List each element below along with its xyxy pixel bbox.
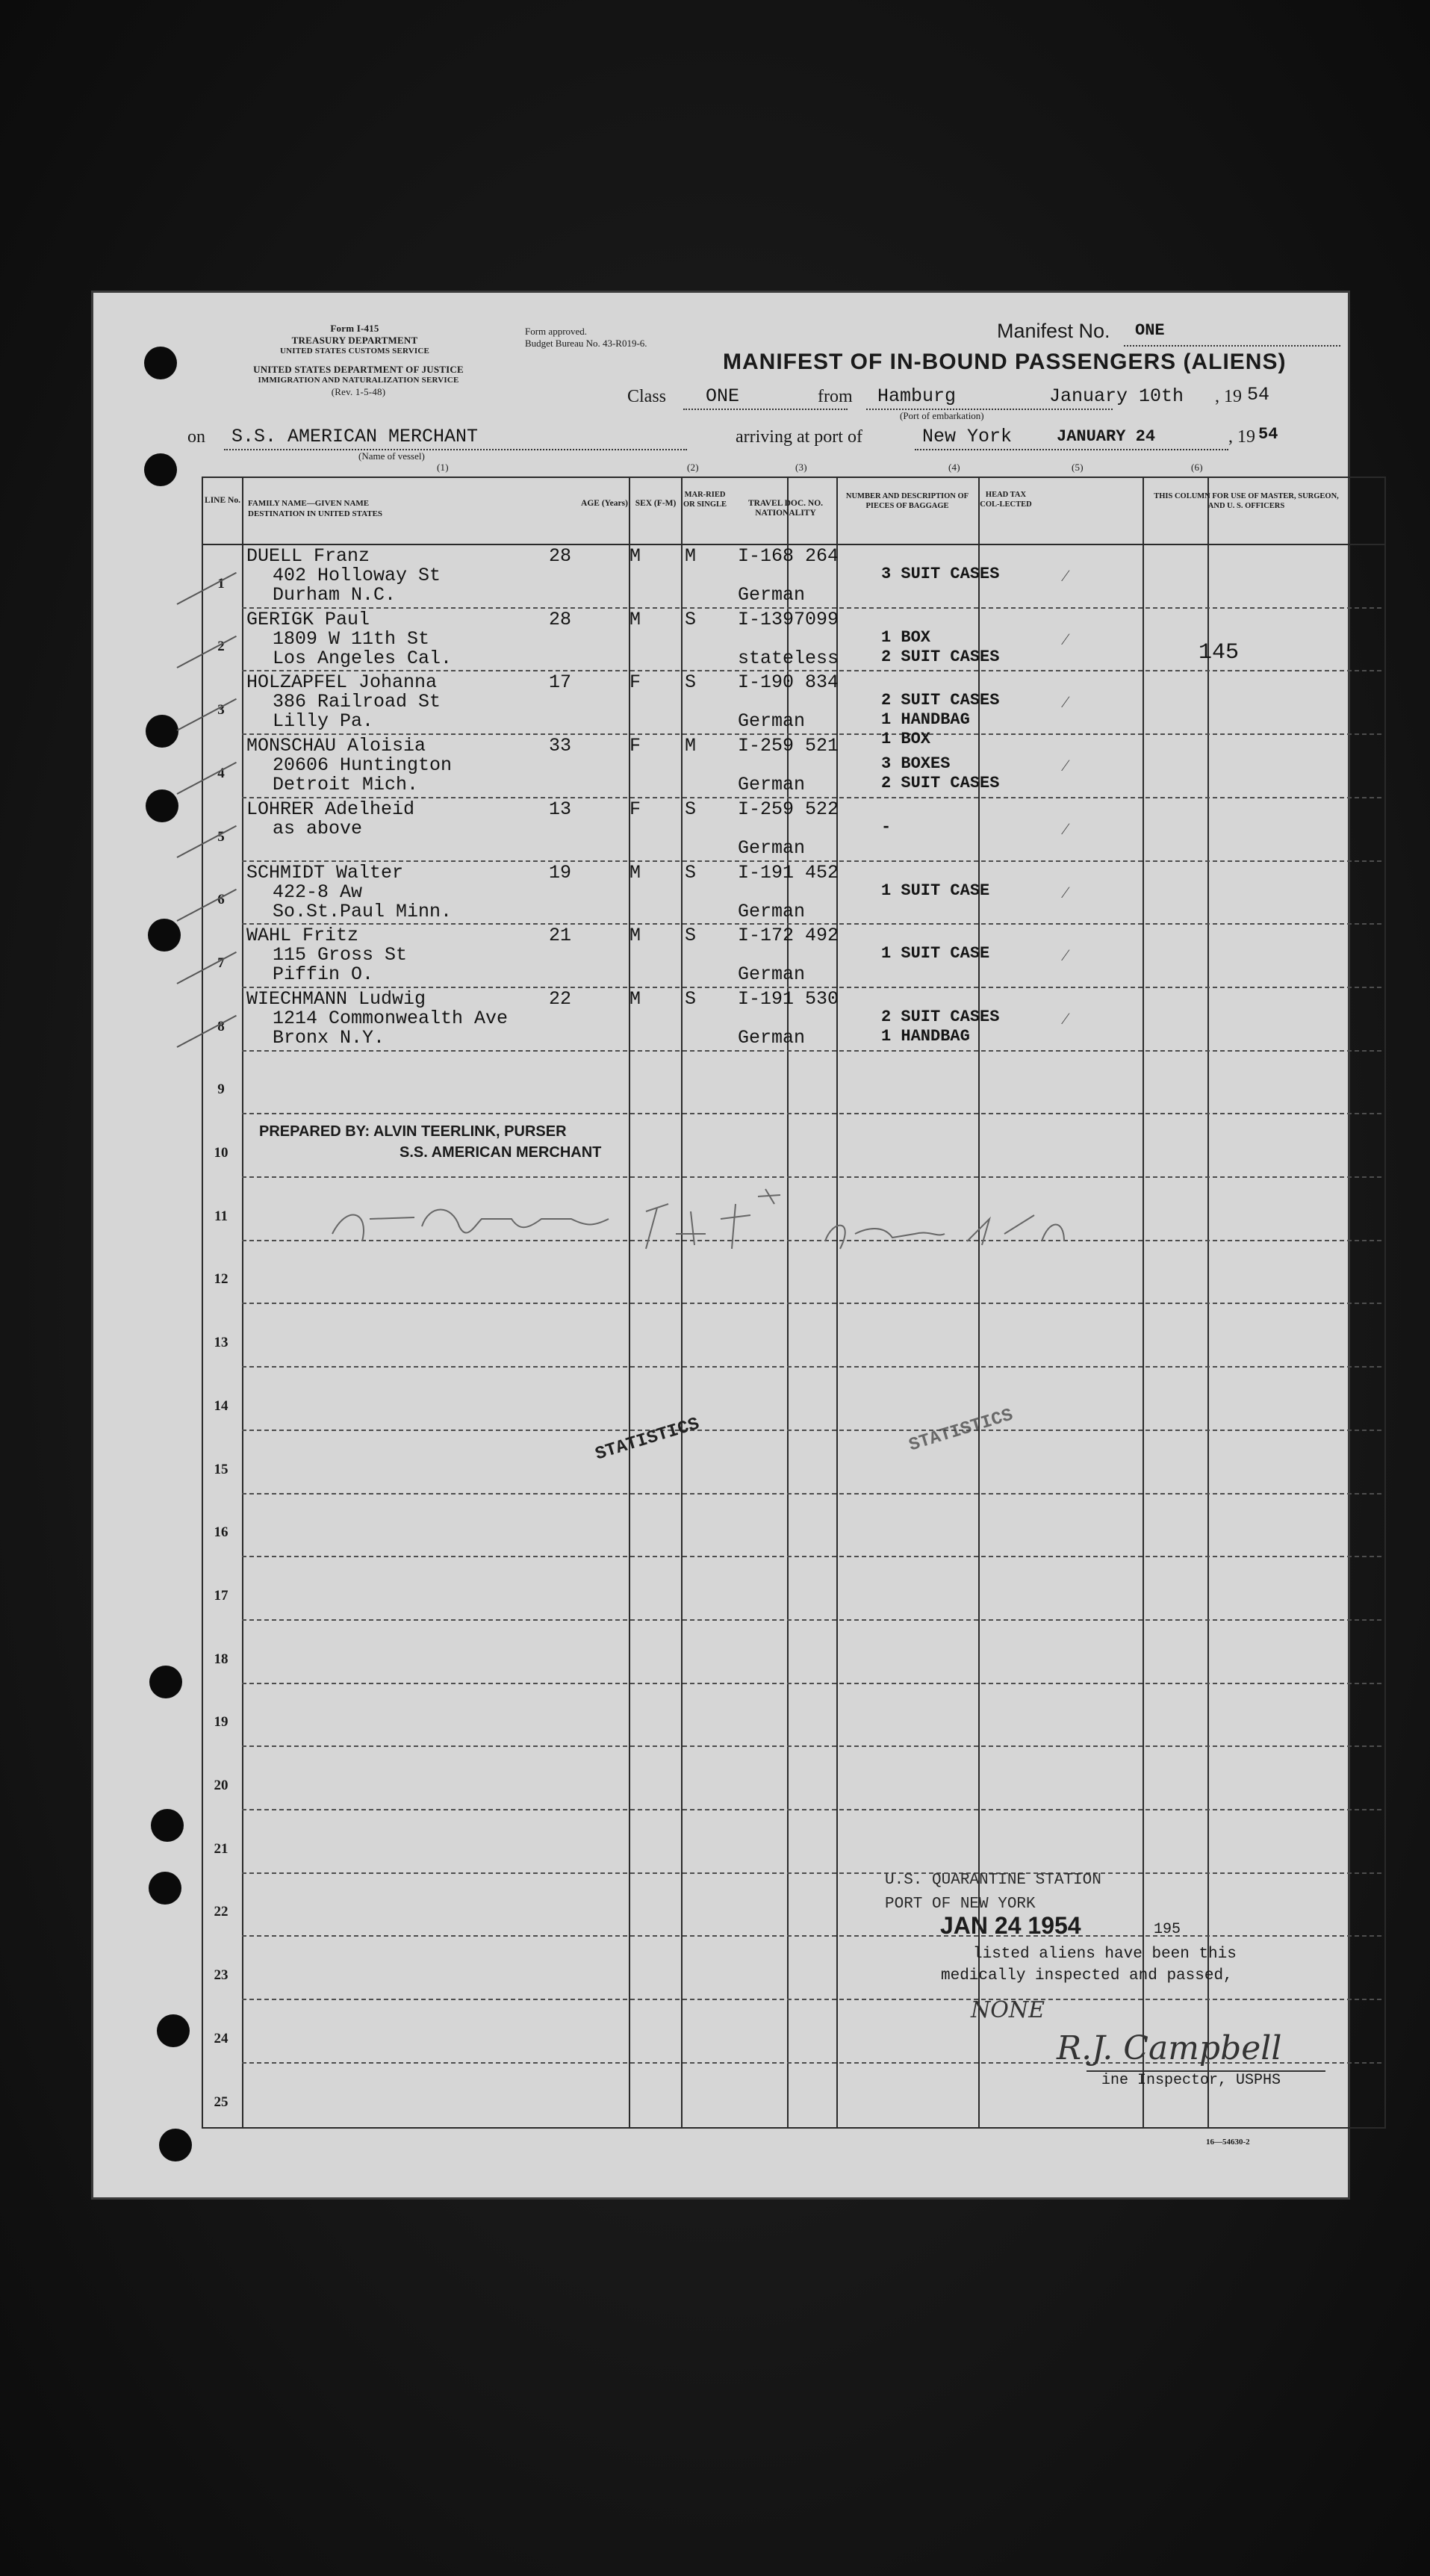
passenger-travel-doc: I-1397099 xyxy=(738,608,839,630)
passenger-baggage: 1 SUIT CASE xyxy=(881,944,990,963)
passenger-travel-doc: I-172 492 xyxy=(738,925,839,947)
passenger-marital-status: S xyxy=(685,608,697,630)
quarantine-year: 195 xyxy=(1154,1921,1181,1938)
row-rule xyxy=(242,1050,1381,1052)
passenger-baggage: 3 BOXES xyxy=(881,754,951,774)
line-number: 23 xyxy=(214,1967,229,1984)
passenger-address: 115 Gross St xyxy=(273,944,408,966)
passenger-age: 28 xyxy=(549,545,572,567)
quarantine-line-6: ine Inspector, USPHS xyxy=(1101,2072,1281,2089)
passenger-nationality: German xyxy=(738,584,806,606)
year-2: 54 xyxy=(1258,425,1278,444)
customs-service: UNITED STATES CUSTOMS SERVICE xyxy=(279,347,430,356)
passenger-marital-status: S xyxy=(685,987,697,1010)
quarantine-stamp xyxy=(885,1869,1101,1917)
manifest-page xyxy=(93,293,1348,2197)
passenger-baggage: 1 HANDBAG xyxy=(881,710,970,730)
passenger-name: MONSCHAU Aloisia xyxy=(246,735,426,757)
passenger-nationality: German xyxy=(738,900,806,922)
quarantine-line-3: listed aliens have been this xyxy=(973,1946,1237,1963)
binder-hole xyxy=(149,1666,182,1698)
passenger-sex: F xyxy=(629,671,641,694)
line-number: 21 xyxy=(214,1840,229,1857)
passenger-age: 21 xyxy=(549,925,572,947)
passenger-travel-doc: I-259 521 xyxy=(738,735,839,757)
col-header-age: AGE (Years) xyxy=(581,499,628,508)
passenger-nationality: German xyxy=(738,837,806,859)
passenger-address: 20606 Huntington xyxy=(273,754,453,777)
passenger-city: Piffin O. xyxy=(273,963,374,986)
row-rule xyxy=(242,1619,1381,1621)
passenger-marital-status: S xyxy=(685,671,697,694)
col-header-baggage: NUMBER AND DESCRIPTION OF PIECES OF BAGGAGE xyxy=(845,492,969,510)
passenger-name: DUELL Franz xyxy=(246,545,370,567)
passenger-age: 19 xyxy=(549,861,572,884)
passenger-marital-status: M xyxy=(685,735,697,757)
col-number-5: (5) xyxy=(1072,462,1084,473)
rev-date: (Rev. 1-5-48) xyxy=(331,386,386,397)
manifest-no-label: Manifest No. xyxy=(997,320,1110,342)
line-number: 17 xyxy=(214,1587,229,1604)
arriving-label: arriving at port of xyxy=(736,427,862,447)
line-number: 4 xyxy=(217,765,225,781)
head-tax-check-icon: ∕ xyxy=(1064,629,1067,648)
passenger-baggage: 2 SUIT CASES xyxy=(881,1007,1000,1026)
head-tax-check-icon: ∕ xyxy=(1064,882,1067,901)
col-number-4: (4) xyxy=(948,462,960,473)
binder-hole xyxy=(144,453,177,486)
passenger-age: 17 xyxy=(549,671,572,694)
line-number: 1 xyxy=(217,575,225,592)
ins-name: IMMIGRATION AND NATURALIZATION SERVICE xyxy=(258,376,459,385)
line-number: 16 xyxy=(214,1524,229,1541)
passenger-address: 422-8 Aw xyxy=(273,881,363,903)
col-header-officers: THIS COLUMN FOR USE OF MASTER, SURGEON, AND U. S. OFFICERS xyxy=(1154,492,1339,510)
arrival-date: JANUARY 24 xyxy=(1057,427,1156,446)
passenger-address: 386 Railroad St xyxy=(273,691,441,713)
head-tax-check-icon: ∕ xyxy=(1064,1008,1067,1028)
binder-hole xyxy=(144,347,177,379)
vessel-name-label: (Name of vessel) xyxy=(358,450,425,462)
class-underline xyxy=(683,409,848,410)
passenger-name: LOHRER Adelheid xyxy=(246,798,415,820)
passenger-marital-status: M xyxy=(685,545,697,567)
line-number: 19 xyxy=(214,1714,229,1731)
prepared-by-line2: S.S. AMERICAN MERCHANT xyxy=(400,1144,602,1161)
passenger-baggage: 2 SUIT CASES xyxy=(881,647,1000,666)
line-number: 14 xyxy=(214,1397,229,1414)
passenger-nationality: German xyxy=(738,1026,806,1049)
row-rule xyxy=(242,1872,1381,1874)
passenger-city: Durham N.C. xyxy=(273,584,397,606)
row-rule xyxy=(242,1683,1381,1684)
binder-hole xyxy=(149,1872,181,1905)
head-tax-check-icon: ∕ xyxy=(1064,692,1067,712)
row-rule xyxy=(242,1303,1381,1304)
statistics-stamp: STATISTICS xyxy=(593,1414,702,1465)
passenger-baggage: 2 SUIT CASES xyxy=(881,774,1000,793)
passenger-sex: F xyxy=(629,798,641,820)
binder-hole xyxy=(157,2014,190,2047)
passenger-name: WIECHMANN Ludwig xyxy=(246,987,426,1010)
row-rule xyxy=(242,1430,1381,1431)
line-number: 9 xyxy=(217,1081,225,1098)
prepared-by-line1: PREPARED BY: ALVIN TEERLINK, PURSER xyxy=(259,1123,567,1140)
passenger-age: 33 xyxy=(549,735,572,757)
passenger-address: 1809 W 11th St xyxy=(273,627,430,650)
form-number: Form I-415 xyxy=(330,323,379,334)
year-prefix-1: , 19 xyxy=(1215,387,1242,406)
col-header-travel-doc: TRAVEL DOC. NO. NATIONALITY xyxy=(747,499,824,518)
quarantine-date: JAN 24 1954 xyxy=(940,1912,1081,1939)
row-rule xyxy=(242,1935,1381,1937)
passenger-name: WAHL Fritz xyxy=(246,925,359,947)
passenger-nationality: German xyxy=(738,710,806,733)
officer-note: 145 xyxy=(1199,639,1240,665)
passenger-marital-status: S xyxy=(685,925,697,947)
class-label: Class xyxy=(627,387,667,406)
class-value: ONE xyxy=(706,385,740,407)
passenger-sex: M xyxy=(629,545,641,567)
line-number: 11 xyxy=(214,1208,228,1224)
col-number-6: (6) xyxy=(1191,462,1203,473)
line-number: 7 xyxy=(217,955,225,971)
passenger-name: HOLZAPFEL Johanna xyxy=(246,671,438,694)
col-number-3: (3) xyxy=(795,462,807,473)
passenger-baggage: 1 BOX xyxy=(881,627,931,647)
passenger-age: 22 xyxy=(549,987,572,1010)
line-number: 6 xyxy=(217,892,225,908)
line-number: 20 xyxy=(214,1778,229,1793)
head-tax-check-icon: ∕ xyxy=(1064,566,1067,585)
quarantine-none: NONE xyxy=(971,1997,1045,2023)
manifest-no-value: ONE xyxy=(1135,321,1165,340)
vessel-underline xyxy=(224,449,687,450)
col-header-head-tax: HEAD TAX COL-LECTED xyxy=(980,491,1032,509)
from-label: from xyxy=(818,387,853,406)
passenger-sex: M xyxy=(629,925,641,947)
line-number: 12 xyxy=(214,1271,229,1288)
footer-code: 16—54630-2 xyxy=(1206,2138,1250,2147)
budget-bureau: Budget Bureau No. 43-R019-6. xyxy=(525,338,647,349)
vessel-name: S.S. AMERICAN MERCHANT xyxy=(231,426,479,447)
head-tax-check-icon: ∕ xyxy=(1064,756,1067,775)
passenger-city: Los Angeles Cal. xyxy=(273,647,453,669)
line-number: 22 xyxy=(214,1904,229,1920)
passenger-nationality: stateless xyxy=(738,647,839,669)
row-rule xyxy=(242,1366,1381,1368)
passenger-baggage: 3 SUIT CASES xyxy=(881,565,1000,583)
passenger-address: 402 Holloway St xyxy=(273,565,441,586)
col-header-family-name: FAMILY NAME—GIVEN NAME xyxy=(248,499,370,508)
passenger-name: GERIGK Paul xyxy=(246,608,370,630)
passenger-sex: F xyxy=(629,735,641,757)
passenger-travel-doc: I-259 522 xyxy=(738,798,839,820)
passenger-sex: M xyxy=(629,861,641,884)
line-number: 18 xyxy=(214,1651,229,1667)
line-number: 5 xyxy=(217,828,225,845)
quarantine-line-2: PORT OF NEW YORK xyxy=(885,1896,1036,1913)
passenger-baggage: 2 SUIT CASES xyxy=(881,691,1000,710)
passenger-address: as above xyxy=(273,817,363,839)
passenger-sex: M xyxy=(629,987,641,1010)
page-title: MANIFEST OF IN-BOUND PASSENGERS (ALIENS) xyxy=(723,350,1287,374)
passenger-name: SCHMIDT Walter xyxy=(246,861,404,884)
passenger-baggage: 1 SUIT CASE xyxy=(881,881,990,900)
passenger-travel-doc: I-191 452 xyxy=(738,861,839,884)
line-number: 13 xyxy=(214,1335,229,1351)
quarantine-line-1: U.S. QUARANTINE STATION xyxy=(885,1872,1101,1889)
passenger-baggage: 1 HANDBAG xyxy=(881,1026,970,1046)
col-number-2: (2) xyxy=(687,462,699,473)
col-header-married: MAR-RIED OR SINGLE xyxy=(683,491,727,509)
passenger-city: Detroit Mich. xyxy=(273,774,419,796)
passenger-travel-doc: I-190 834 xyxy=(738,671,839,694)
row-rule xyxy=(242,1556,1381,1557)
year-prefix-2: , 19 xyxy=(1228,427,1255,447)
row-rule xyxy=(242,1113,1381,1114)
arrival-port: New York xyxy=(922,426,1013,447)
line-number: 8 xyxy=(217,1018,225,1034)
passenger-nationality: German xyxy=(738,774,806,796)
binder-hole xyxy=(151,1809,184,1842)
passenger-age: 13 xyxy=(549,798,572,820)
on-label: on xyxy=(187,427,205,447)
year-1: 54 xyxy=(1247,384,1270,406)
quarantine-line-4: medically inspected and passed, xyxy=(941,1967,1233,1984)
passenger-marital-status: S xyxy=(685,798,697,820)
inspector-signature: R.J. Campbell xyxy=(1057,2029,1282,2067)
row-rule xyxy=(242,1809,1381,1810)
line-number: 10 xyxy=(214,1145,229,1161)
passenger-city: Lilly Pa. xyxy=(273,710,374,733)
binder-hole xyxy=(159,2129,192,2161)
embark-date: January 10th xyxy=(1049,385,1184,407)
col-number-1: (1) xyxy=(437,462,449,473)
row-rule xyxy=(242,1493,1381,1495)
statistics-stamp-faint: STATISTICS xyxy=(907,1405,1016,1456)
binder-hole xyxy=(148,919,181,952)
col-header-destination: DESTINATION IN UNITED STATES xyxy=(248,509,383,518)
passenger-address: 1214 Commonwealth Ave xyxy=(273,1007,509,1029)
binder-hole xyxy=(146,789,178,822)
line-number: 25 xyxy=(214,2094,229,2110)
justice-dept: UNITED STATES DEPARTMENT OF JUSTICE xyxy=(253,364,464,375)
head-tax-check-icon: ∕ xyxy=(1064,946,1067,965)
binder-hole xyxy=(146,715,178,748)
passenger-city: Bronx N.Y. xyxy=(273,1026,385,1049)
passenger-nationality: German xyxy=(738,963,806,986)
passenger-marital-status: S xyxy=(685,861,697,884)
col-header-sex: SEX (F-M) xyxy=(635,499,677,508)
line-number: 15 xyxy=(214,1461,229,1477)
line-number: 24 xyxy=(214,2030,229,2046)
port-embarkation-label: (Port of embarkation) xyxy=(900,410,984,421)
line-number: 3 xyxy=(217,702,225,719)
manifest-no-underline xyxy=(1124,345,1340,347)
from-value: Hamburg xyxy=(877,385,957,407)
row-rule xyxy=(242,1999,1381,2000)
head-tax-check-icon: ∕ xyxy=(1064,819,1067,838)
line-number: 2 xyxy=(217,639,225,655)
col-header-line-no: LINE No. xyxy=(205,496,240,505)
handwritten-annotation xyxy=(317,1174,1288,1264)
passenger-baggage: - xyxy=(881,817,892,837)
arrival-underline xyxy=(915,449,1228,450)
passenger-city: So.St.Paul Minn. xyxy=(273,900,453,922)
passenger-age: 28 xyxy=(549,608,572,630)
passenger-baggage: 1 BOX xyxy=(881,730,931,749)
treasury-dept: TREASURY DEPARTMENT xyxy=(291,335,418,346)
passenger-travel-doc: I-168 264 xyxy=(738,545,839,567)
form-approved: Form approved. xyxy=(525,326,588,337)
row-rule xyxy=(242,1745,1381,1747)
passenger-travel-doc: I-191 530 xyxy=(738,987,839,1010)
passenger-sex: M xyxy=(629,608,641,630)
